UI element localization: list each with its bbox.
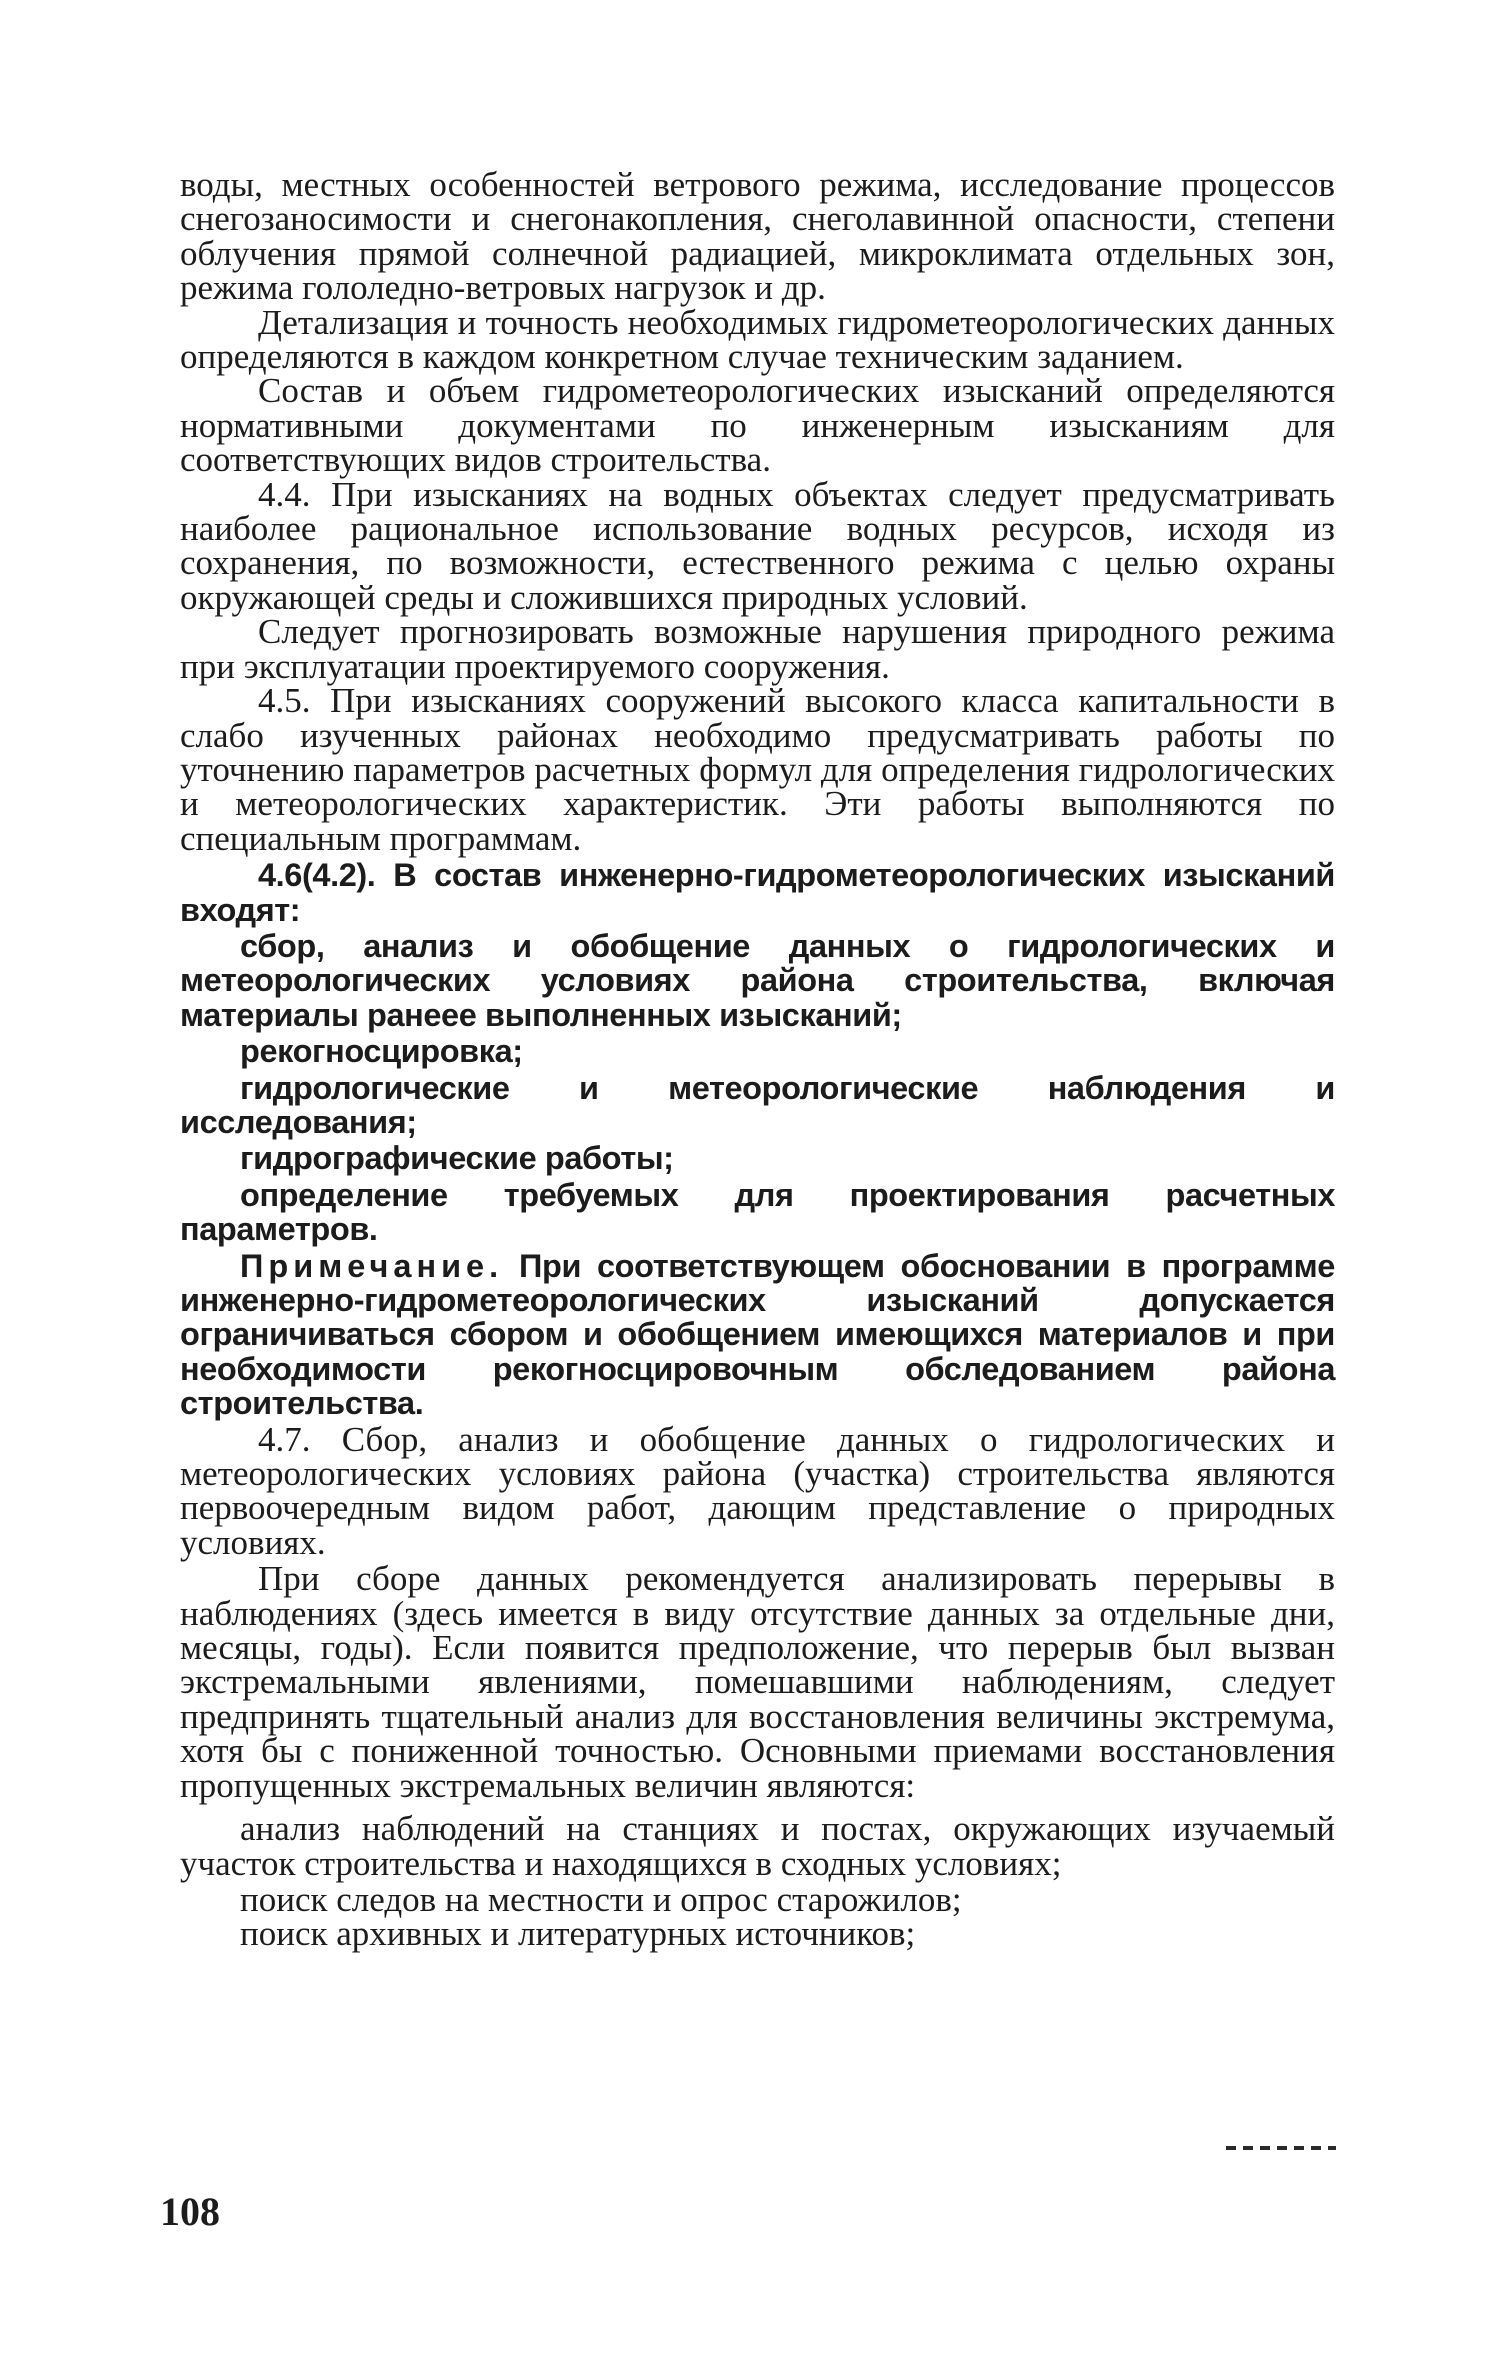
paragraph-scope-volume: Состав и объем гидрометеорологических изысканий определяются нормативными документами по инженерным изысканиям для соответствующих видов строительства.: [180, 371, 1335, 480]
paragraph-climate-studies: воды, местных особенностей ветрового режима, исследование процессов снегозаносимости и снегонакопления, снеголавинной опасности, степени облучения прямой солнечной радиацией, микроклимата отдельных зон, режима гололедно-ветровых нагрузок и др.: [180, 165, 1335, 308]
paragraph-forecast-disruptions: Следует прогнозировать возможные нарушения природного режима при эксплуатации проектируемого сооружения.: [180, 612, 1335, 686]
paragraph-section-4-6-heading: 4.6(4.2). В состав инженерно-гидрометеорологических изысканий входят:: [180, 857, 1335, 928]
page-body: [180, 165, 1335, 1954]
paragraph-section-4-7: 4.7. Сбор, анализ и обобщение данных о гидрологических и метеорологических условиях района (участка) строительства являются первоочередным видом работ, дающим представление о природных условиях.: [180, 1419, 1335, 1562]
list-item: анализ наблюдений на станциях и постах, окружающих изучаемый участок строительства и находящихся в сходных условиях;: [180, 1809, 1335, 1883]
note-text: При соответствующем обосновании в программе инженерно-гидрометеорологических изысканий допускается ограничиваться сбором и обобщением имеющихся материалов и при необходимости рекогносцировочным обследованием района строительства.: [180, 1247, 1335, 1422]
bold-list-item: рекогносцировка;: [240, 1033, 523, 1070]
paragraph-data-gaps: При сборе данных рекомендуется анализировать перерывы в наблюдениях (здесь имеется в виду отсутствие данных за отдельные дни, месяцы, годы). Если появится предположение, что перерыв был вызван экстремальными явлениями, помешавшими наблюдениям, следует предпринять тщательный анализ для восстановления величины экстремума, хотя бы с пониженной точностью. Основными приемами восстановления пропущенных экстремальных величин являются:: [180, 1559, 1335, 1805]
bold-list-item: гидрографические работы;: [240, 1140, 674, 1177]
note-paragraph: [180, 1249, 1335, 1421]
paragraph-detail-accuracy: Детализация и точность необходимых гидрометеорологических данных определяются в каждом конкретном случае техническим заданием.: [180, 302, 1335, 377]
note-label: Примечание.: [240, 1247, 504, 1284]
paragraph-section-4-4: 4.4. При изысканиях на водных объектах следует предусматривать наиболее рациональное использование водных ресурсов, исходя из сохранения, по возможности, естественного режима с целью охраны окружающей среды и сложившихся природных условий.: [180, 474, 1335, 617]
dashed-mark: [1226, 2146, 1336, 2150]
paragraph-section-4-5: 4.5. При изысканиях сооружений высокого класса капитальности в слабо изученных районах необходимо предусматривать работы по уточнению параметров расчетных формул для определения гидрологических и метеорологических характеристик. Эти работы выполняются по специальным программам.: [180, 681, 1335, 858]
list-item: поиск следов на местности и опрос старожилов;: [240, 1879, 962, 1919]
bold-list-item: определение требуемых для проектирования расчетных параметров.: [180, 1176, 1335, 1248]
bold-list-item: сбор, анализ и обобщение данных о гидрологических и метеорологических условиях района строительства, включая материалы ранеее выполненных изысканий;: [180, 927, 1335, 1033]
bold-list-item: гидрологические и метеорологические наблюдения и исследования;: [180, 1069, 1335, 1140]
page-number: 108: [160, 2189, 220, 2234]
list-item: поиск архивных и литературных источников;: [240, 1914, 916, 1954]
